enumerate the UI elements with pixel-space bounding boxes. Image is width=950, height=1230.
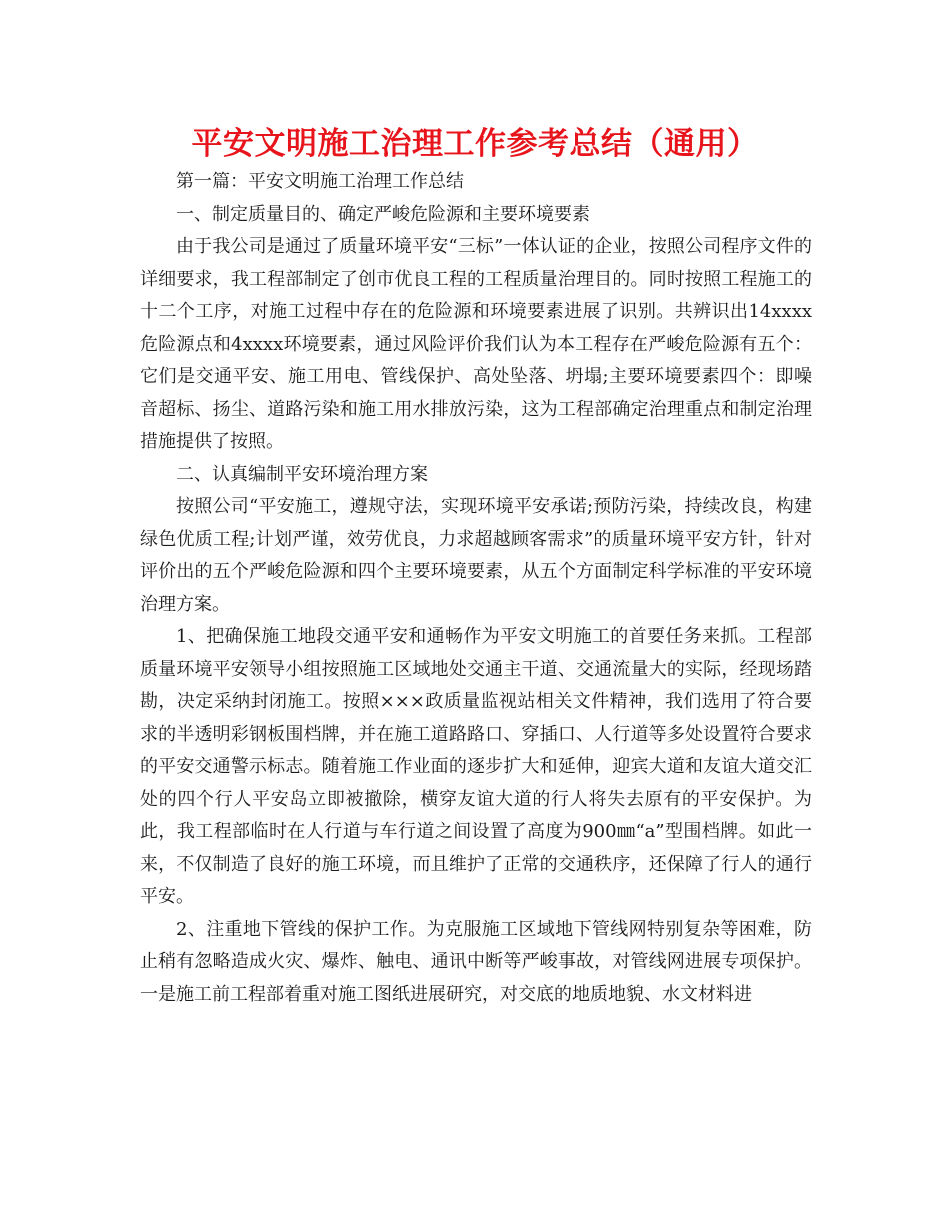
section-heading-part-one: 第一篇：平安文明施工治理工作总结 bbox=[176, 171, 464, 192]
body-paragraph: 由于我公司是通过了质量环境平安“三标”一体认证的企业，按照公司程序文件的详细要求，我工程部制定了创市优良工程的工程质量治理目的。同时按照工程施工的十二个工序，对施工过程中存在的危险源和环境要素进展了识别。共辨识出14xxxx危险源点和4xxxx环境要素，通过风险评价我们认为本工程存在严峻危险源有五个：它们是交通平安、施工用电、管线保护、高处坠落、坍塌;主要环境要素四个：即噪音超标、扬尘、道路污染和施工用水排放污染，这为工程部确定治理重点和制定治理措施提供了按照。 bbox=[140, 236, 812, 452]
section-heading-two: 二、认真编制平安环境治理方案 bbox=[176, 463, 428, 485]
section-heading-one: 一、制定质量目的、确定严峻危险源和主要环境要素 bbox=[176, 203, 590, 225]
body-paragraph: 2、注重地下管线的保护工作。为克服施工区域地下管线网特别复杂等困难，防止稍有忽略造成火灾、爆炸、触电、通讯中断等严峻事故，对管线网进展专项保护。一是施工前工程部着重对施工图纸进展研究，对交底的地质地貌、水文材料进 bbox=[140, 918, 812, 1005]
body-paragraph: 1、把确保施工地段交通平安和通畅作为平安文明施工的首要任务来抓。工程部质量环境平安领导小组按照施工区域地处交通主干道、交通流量大的实际，经现场踏勘，决定采纳封闭施工。按照×××政质量监视站相关文件精神，我们选用了符合要求的半透明彩钢板围档牌，并在施工道路路口、穿插口、人行道等多处设置符合要求的平安交通警示标志。随着施工作业面的逐步扩大和延伸，迎宾大道和友谊大道交汇处的四个行人平安岛立即被撤除，横穿友谊大道的行人将失去原有的平安保护。为此，我工程部临时在人行道与车行道之间设置了高度为900㎜“a”型围档牌。如此一来，不仅制造了良好的施工环境，而且维护了正常的交通秩序，还保障了行人的通行平安。 bbox=[140, 626, 812, 907]
body-paragraph: 按照公司“平安施工，遵规守法，实现环境平安承诺;预防污染，持续改良，构建绿色优质工程;计划严谨，效劳优良，力求超越顾客需求”的质量环境平安方针，针对评价出的五个严峻危险源和四个主要环境要素，从五个方面制定科学标准的平安环境治理方案。 bbox=[140, 496, 812, 615]
document-body bbox=[140, 166, 812, 1011]
document-title: 平安文明施工治理工作参考总结（通用） bbox=[191, 126, 759, 162]
